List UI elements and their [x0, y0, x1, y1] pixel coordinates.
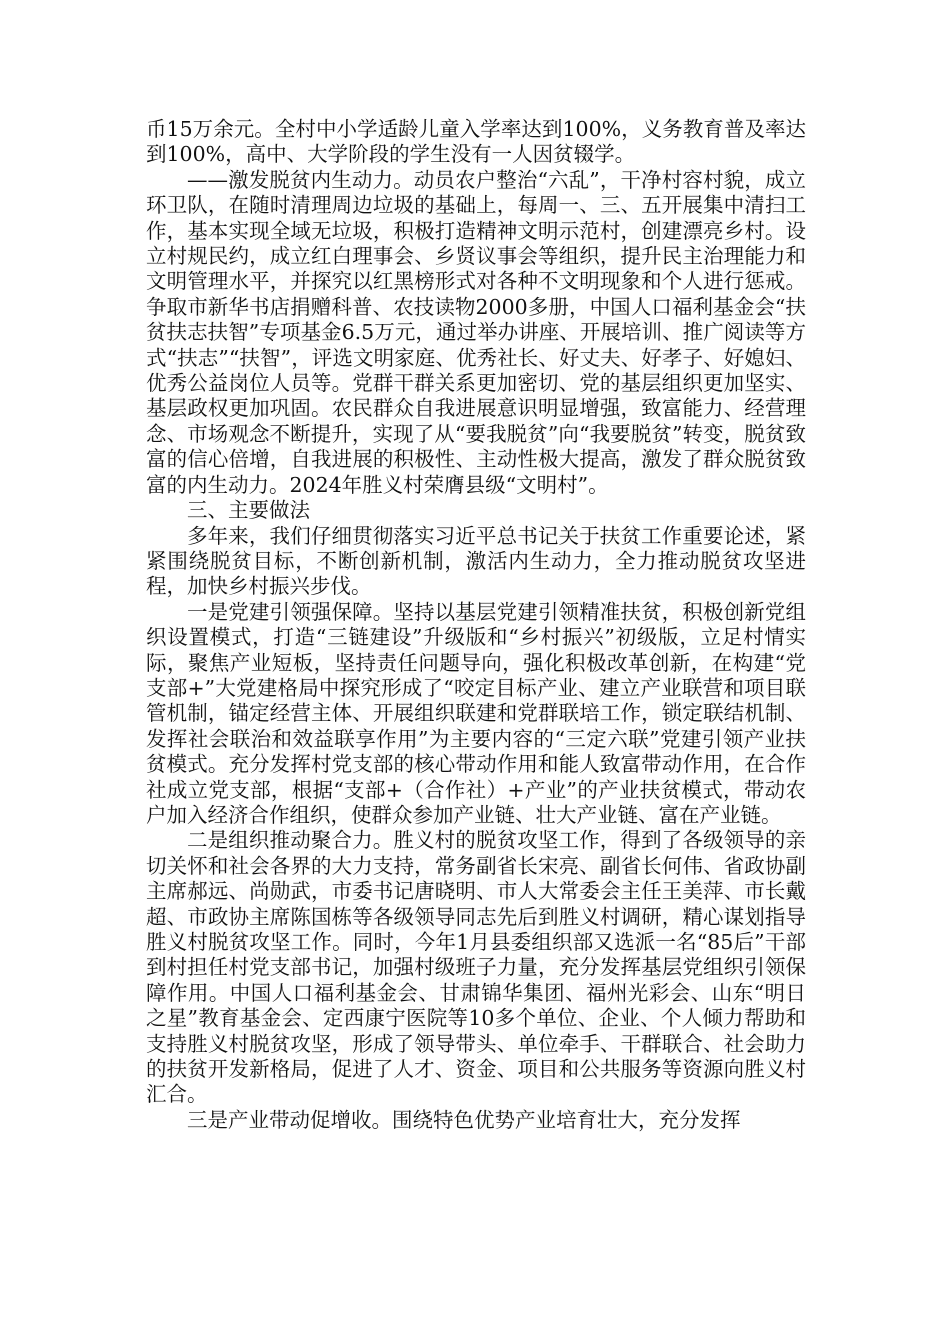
body-text	[146, 117, 806, 1133]
paragraph-party-building: 一是党建引领强保障。坚持以基层党建引领精准扶贫，积极创新党组织设置模式，打造“三链建设”升级版和“乡村振兴”初级版，立足村情实际，聚焦产业短板，坚持责任问题导向，强化积极改革创新，在构建“党支部+”大党建格局中探究形成了“咬定目标产业、建立产业联营和项目联管机制，锚定经营主体、开展组织联建和党群联培工作，锁定联结机制、发挥社会联治和效益联享作用”为主要内容的“三定六联”党建引领产业扶贫模式。充分发挥村党支部的核心带动作用和能人致富带动作用，在合作社成立党支部，根据“支部+（合作社）+产业”的产业扶贫模式，带动农户加入经济合作组织，使群众参加产业链、壮大产业链、富在产业链。	[146, 599, 806, 827]
paragraph-continuation: 币15万余元。全村中小学适龄儿童入学率达到100%，义务教育普及率达到100%，高中、大学阶段的学生没有一人因贫辍学。	[146, 117, 806, 167]
paragraph-organization: 二是组织推动聚合力。胜义村的脱贫攻坚工作，得到了各级领导的亲切关怀和社会各界的大力支持，常务副省长宋亮、副省长何伟、省政协副主席郝远、尚勋武，市委书记唐晓明、市人大常委会主任王美萍、市长戴超、市政协主席陈国栋等各级领导同志先后到胜义村调研，精心谋划指导胜义村脱贫攻坚工作。同时，今年1月县委组织部又选派一名“85后”干部到村担任村党支部书记，加强村级班子力量，充分发挥基层党组织引领保障作用。中国人口福利基金会、甘肃锦华集团、福州光彩会、山东“明日之星”教育基金会、定西康宁医院等10多个单位、企业、个人倾力帮助和支持胜义村脱贫攻坚，形成了领导带头、单位牵手、干群联合、社会助力的扶贫开发新格局，促进了人才、资金、项目和公共服务等资源向胜义村汇合。	[146, 828, 806, 1107]
paragraph-intro-practices: 多年来，我们仔细贯彻落实习近平总书记关于扶贫工作重要论述，紧紧围绕脱贫目标，不断创新机制，激活内生动力，全力推动脱贫攻坚进程，加快乡村振兴步伐。	[146, 523, 806, 599]
paragraph-industry: 三是产业带动促增收。围绕特色优势产业培育壮大，充分发挥	[187, 1107, 741, 1132]
paragraph-inner-motivation: ——激发脱贫内生动力。动员农户整治“六乱”，干净村容村貌，成立环卫队，在随时清理周边垃圾的基础上，每周一、三、五开展集中清扫工作，基本实现全域无垃圾，积极打造精神文明示范村，创建漂亮乡村。设立村规民约，成立红白理事会、乡贤议事会等组织，提升民主治理能力和文明管理水平，并探究以红黑榜形式对各种不文明现象和个人进行惩戒。争取市新华书店捐赠科普、农技读物2000多册，中国人口福利基金会“扶贫扶志扶智”专项基金6.5万元，通过举办讲座、开展培训、推广阅读等方式“扶志”“扶智”，评选文明家庭、优秀社长、好丈夫、好孝子、好媳妇、优秀公益岗位人员等。党群干群关系更加密切、党的基层组织更加坚实、基层政权更加巩固。农民群众自我进展意识明显增强，致富能力、经营理念、市场观念不断提升，实现了从“要我脱贫”向“我要脱贫”转变，脱贫致富的信心倍增，自我进展的积极性、主动性极大提高，激发了群众脱贫致富的内生动力。2024年胜义村荣膺县级“文明村”。	[146, 167, 806, 497]
section-heading-main-practices: 三、主要做法	[187, 498, 310, 523]
